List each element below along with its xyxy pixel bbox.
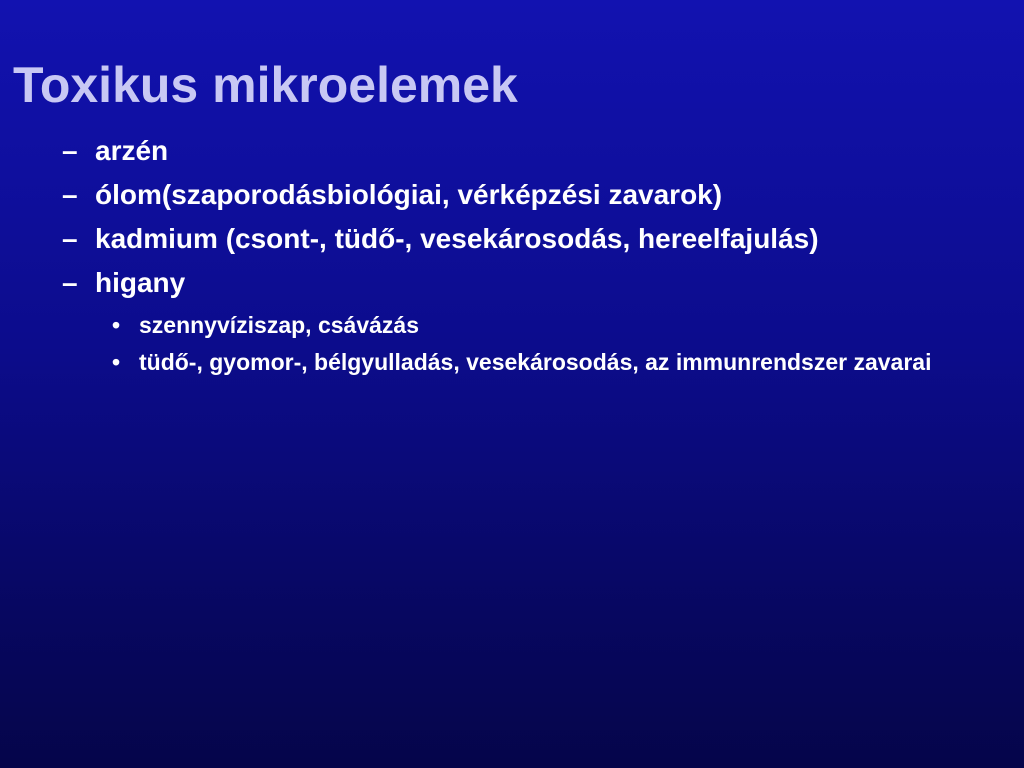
sublist-item-text: tüdő-, gyomor-, bélgyulladás, vesekárosodás, az immunrendszer zavarai bbox=[139, 349, 932, 375]
list-item-text: ólom(szaporodásbiológiai, vérképzési zavarok) bbox=[95, 179, 723, 210]
dash-marker: – bbox=[62, 267, 78, 298]
slide-title: Toxikus mikroelemek bbox=[13, 57, 518, 113]
sublist-item-text: szennyvíziszap, csávázás bbox=[139, 312, 419, 338]
bullet-marker: • bbox=[112, 312, 121, 338]
bullet-marker: • bbox=[112, 349, 121, 375]
list-item-text: kadmium (csont-, tüdő-, vesekárosodás, hereelfajulás) bbox=[95, 223, 819, 254]
dash-marker: – bbox=[62, 179, 78, 210]
list-item-text: higany bbox=[95, 267, 186, 298]
list-item-text: arzén bbox=[95, 135, 169, 166]
dash-marker: – bbox=[62, 223, 78, 254]
dash-marker: – bbox=[62, 135, 78, 166]
